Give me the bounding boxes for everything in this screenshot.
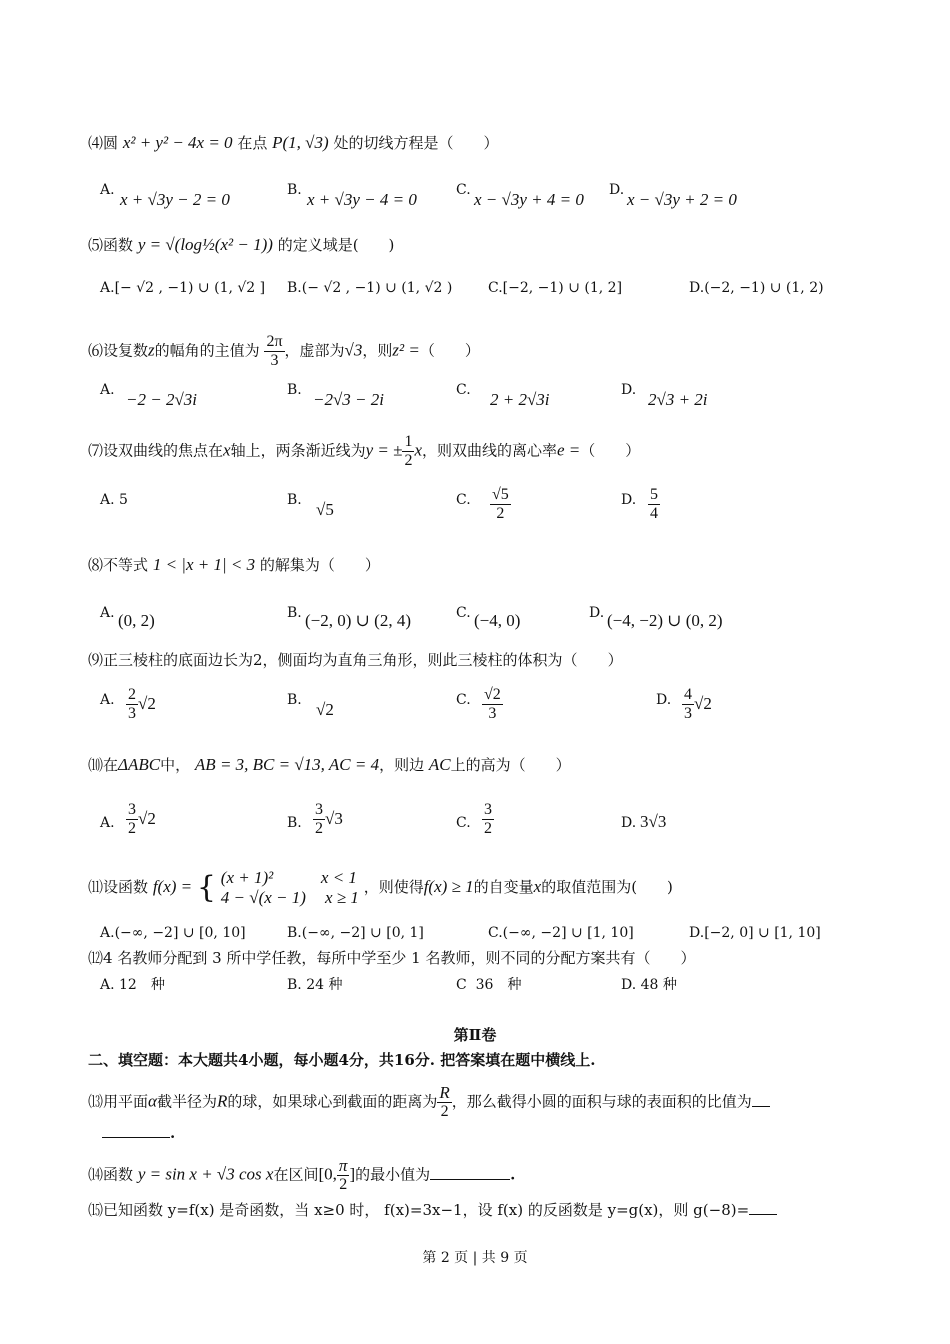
option-c: C 36 种 (456, 977, 522, 993)
option-b: B. 24 种 (287, 977, 343, 993)
option-d-value: (−4, −2) ∪ (0, 2) (607, 611, 723, 630)
option-a: A. (100, 815, 115, 831)
option-d-value: 3√3 (640, 812, 667, 831)
question-15-stem: ⒂已知函数 y=f(x) 是奇函数，当 x≥0 时， f(x)=3x−1，设 f(x) 的反函数是 y=g(x)，则 g(−8)= (88, 1200, 777, 1220)
option-b-value: $\frac{3}{2}$ √3 (315, 801, 343, 837)
option-a-value: (0, 2) (118, 611, 155, 630)
option-c: C.(−∞, −2] ∪ [1, 10] (488, 925, 634, 941)
option-c: C. (456, 605, 471, 621)
question-6-stem: ⑹设复数z的幅角的主值为 $\frac{2\pi}{3}$ ，虚部为√3，则z² =（ ） (88, 333, 480, 369)
option-d: D. (621, 815, 637, 831)
option-b-value: −2√3 − 2i (313, 390, 384, 409)
question-5-stem: ⑸函数 y = √(log½(x² − 1)) 的定义域是( ) (88, 235, 395, 254)
option-b-value: √5 (316, 500, 334, 519)
option-c-value: $\frac{√2}{3}$ (484, 686, 501, 722)
answer-blank[interactable] (102, 1137, 170, 1138)
option-c: C.[−2, −1) ∪ (1, 2] (488, 280, 623, 296)
question-8-stem: ⑻不等式 1 < |x + 1| < 3 的解集为（ ） (88, 555, 380, 574)
option-b: B. (287, 815, 302, 831)
answer-blank[interactable] (749, 1214, 777, 1215)
option-c-value: 2 + 2√3i (490, 390, 550, 409)
option-c-value: $\frac{3}{2}$ (484, 801, 492, 837)
question-7-stem: ⑺设双曲线的焦点在x轴上，两条渐近线为y = ± $\frac{1}{2}$ x，则双曲线的离心率e =（ ） (88, 433, 641, 469)
page-footer: 第 2 页 | 共 9 页 (422, 1250, 528, 1266)
option-a: A. 5 (100, 492, 128, 508)
option-b: B.(−∞, −2] ∪ [0, 1] (287, 925, 424, 941)
question-11-stem: ⑾设函数 f(x) = { (x + 1)² x < 1 4 − √(x − 1) x ≥ 1 ，则使得f(x) ≥ 1的自变量x的取值范围为( ) (88, 868, 673, 907)
option-c: C. (456, 815, 471, 831)
option-b-value: x + √3y − 4 = 0 (307, 190, 417, 209)
option-d: D.[−2, 0] ∪ [1, 10] (689, 925, 821, 941)
option-b: B. (287, 605, 302, 621)
option-c: C. (456, 382, 471, 398)
option-a: A.(−∞, −2] ∪ [0, 10] (100, 925, 246, 941)
answer-blank[interactable] (752, 1106, 770, 1107)
option-d: D.(−2, −1) ∪ (1, 2) (689, 280, 824, 296)
option-d: D. 48 种 (621, 977, 677, 993)
question-10-stem: ⑽在ΔABC中， AB = 3, BC = √13, AC = 4，则边 AC上的高为（ ） (88, 755, 571, 774)
option-b: B. (287, 692, 302, 708)
option-a-value: −2 − 2√3i (126, 390, 197, 409)
option-a: A. (100, 692, 115, 708)
question-14-stem: ⒁函数 y = sin x + √3 cos x在区间[0, $\frac{\pi}{2}$ ]的最小值为 . (88, 1156, 516, 1193)
option-c: C. (456, 182, 471, 198)
question-13-stem: ⒀用平面α截半径为R的球，如果球心到截面的距离为 $\frac{R}{2}$ ，那么截得小圆的面积与球的表面积的比值为 (88, 1084, 770, 1121)
option-b: B. (287, 382, 302, 398)
option-d-value: $\frac{5}{4}$ (650, 486, 658, 522)
option-d-value: 2√3 + 2i (648, 390, 708, 409)
option-b: B. (287, 492, 302, 508)
option-d: D. (609, 182, 625, 198)
option-a: A. (100, 182, 115, 198)
option-b-value: √2 (316, 700, 334, 719)
section-heading: 二、填空题：本大题共4小题，每小题4分，共16分. 把答案填在题中横线上. (88, 1051, 596, 1069)
option-a-value: x + √3y − 2 = 0 (120, 190, 230, 209)
option-d: D. (589, 605, 605, 621)
option-a: A. (100, 382, 115, 398)
option-d: D. (621, 382, 637, 398)
option-a: A. 12 种 (100, 977, 165, 993)
option-d-value: $\frac{4}{3}$ √2 (684, 686, 712, 722)
option-a: A. (100, 605, 115, 621)
brace-icon: { (196, 870, 216, 905)
option-a-value: $\frac{3}{2}$ √2 (128, 801, 156, 837)
question-12-stem: ⑿4 名教师分配到 3 所中学任教，每所中学至少 1 名教师，则不同的分配方案共有（ ） (88, 949, 696, 967)
option-a-value: $\frac{2}{3}$ √2 (128, 686, 156, 722)
option-b-value: (−2, 0) ∪ (2, 4) (305, 611, 411, 630)
option-c: C. (456, 492, 471, 508)
option-b: B. (287, 182, 302, 198)
option-c-value: x − √3y + 4 = 0 (474, 190, 584, 209)
question-4-stem: ⑷圆 x² + y² − 4x = 0 在点 P(1, √3) 处的切线方程是（ ） (88, 133, 499, 152)
option-b: B.(− √2 , −1) ∪ (1, √2 ) (287, 280, 453, 296)
option-c-value: (−4, 0) (474, 611, 521, 630)
part-title: 第Ⅱ卷 (453, 1026, 497, 1044)
option-d: D. (656, 692, 672, 708)
option-c: C. (456, 692, 471, 708)
option-d: D. (621, 492, 637, 508)
question-13-blank-line: . (88, 1123, 175, 1143)
answer-blank[interactable] (430, 1179, 510, 1180)
option-d-value: x − √3y + 2 = 0 (627, 190, 737, 209)
option-c-value: $\frac{√5}{2}$ (492, 486, 509, 522)
question-9-stem: ⑼正三棱柱的底面边长为2，侧面均为直角三角形，则此三棱柱的体积为（ ） (88, 651, 623, 669)
option-a: A.[− √2 , −1) ∪ (1, √2 ] (100, 280, 266, 296)
